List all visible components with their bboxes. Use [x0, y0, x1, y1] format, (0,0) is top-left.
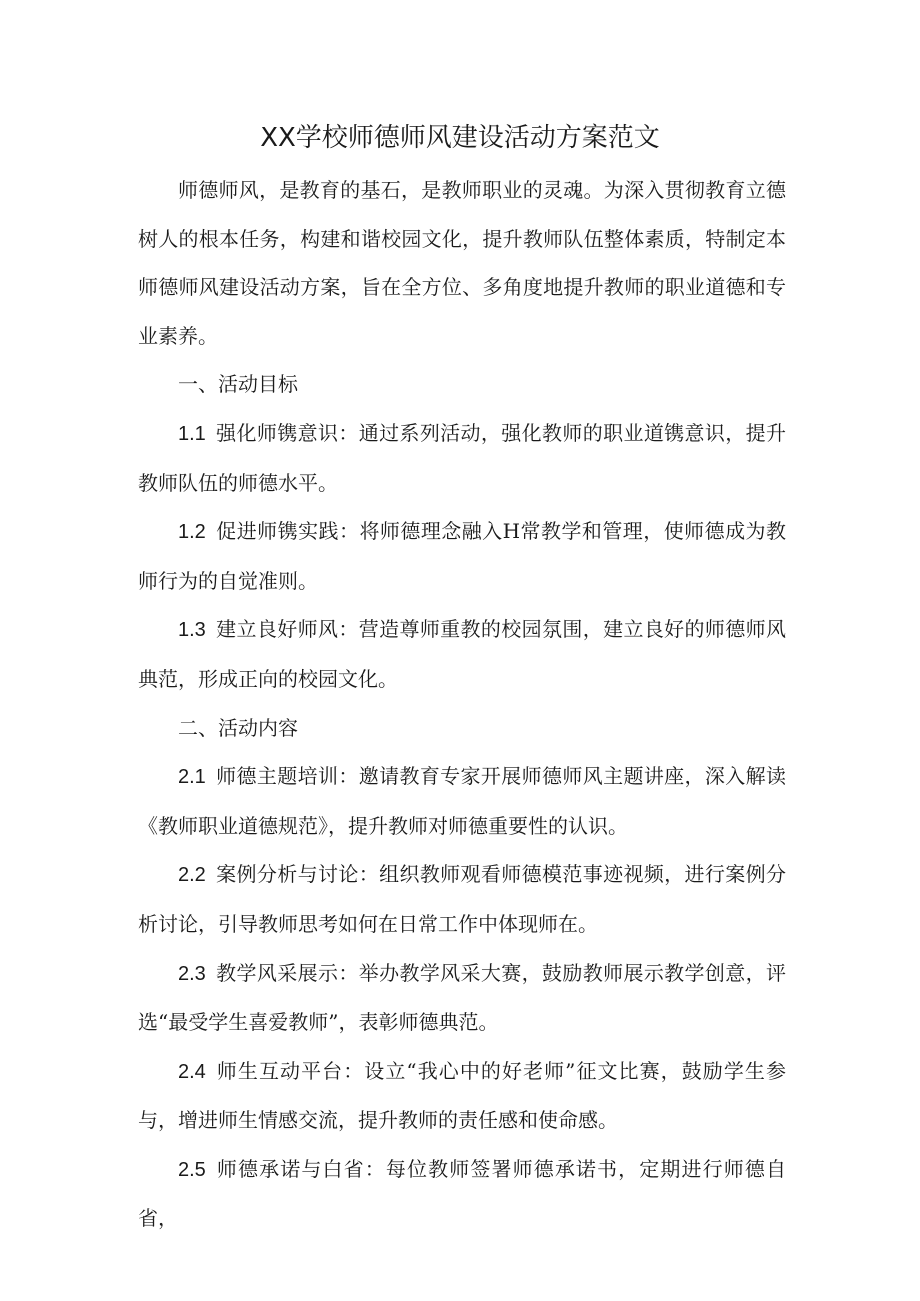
- item-number: 2.5: [178, 1158, 206, 1181]
- list-item: [138, 1047, 786, 1145]
- item-text: 案例分析与讨论：组织教师观看师德模范事迹视频，进行案例分析讨论，引导教师思考如何在日常工作中体现师在。: [138, 862, 786, 936]
- item-number: 1.2: [178, 521, 206, 544]
- item-number: 2.1: [178, 766, 206, 789]
- list-item: [138, 1145, 786, 1243]
- list-item: [138, 949, 786, 1047]
- item-text: 建立良好师风：营造尊师重教的校园氛围，建立良好的师德师风典范，形成正向的校园文化。: [138, 617, 786, 691]
- section-heading-goals: 一、活动目标: [178, 372, 298, 397]
- item-number: 2.2: [178, 864, 206, 887]
- item-number: 1.1: [178, 422, 206, 445]
- item-text: 师德主题培训：邀请教育专家开展师德师风主题讲座，深入解读《教师职业道德规范》，提升教师对师德重要性的认识。: [138, 764, 786, 838]
- list-item: [138, 605, 786, 703]
- intro-paragraph: 师德师风，是教育的基石，是教师职业的灵魂。为深入贯彻教育立德树人的根本任务，构建和谐校园文化，提升教师队伍整体素质，特制定本师德师风建设活动方案，旨在全方位、多角度地提升教师的职业道德和专业素养。: [138, 178, 786, 348]
- item-text: 教学风采展示：举办教学风采大赛，鼓励教师展示教学创意，评选“最受学生喜爱教师”，表彰师德典范。: [138, 960, 786, 1035]
- document-title: XX学校师德师风建设活动方案范文: [260, 123, 660, 153]
- item-number: 2.3: [178, 962, 206, 985]
- list-item: [138, 850, 786, 948]
- item-text: 强化师镌意识：通过系列活动，强化教师的职业道镌意识，提升教师队伍的师德水平。: [138, 420, 786, 495]
- section-heading-content: 二、活动内容: [178, 715, 298, 740]
- item-text: 师生互动平台：设立“我心中的好老师”征文比赛，鼓励学生参与，增进师生情感交流，提升教师的责任感和使命感。: [138, 1058, 786, 1133]
- list-item: [138, 409, 786, 507]
- list-item: [138, 507, 786, 605]
- item-number: 1.3: [178, 619, 206, 642]
- item-text: 师德承诺与白省：每位教师签署师德承诺书，定期进行师德自省，: [138, 1156, 786, 1231]
- item-number: 2.4: [178, 1060, 206, 1083]
- list-item: [138, 752, 786, 850]
- item-text: 促进师镌实践：将师德理念融入H常教学和管理，使师德成为教师行为的自觉准则。: [138, 519, 786, 593]
- document-body: [138, 166, 786, 1243]
